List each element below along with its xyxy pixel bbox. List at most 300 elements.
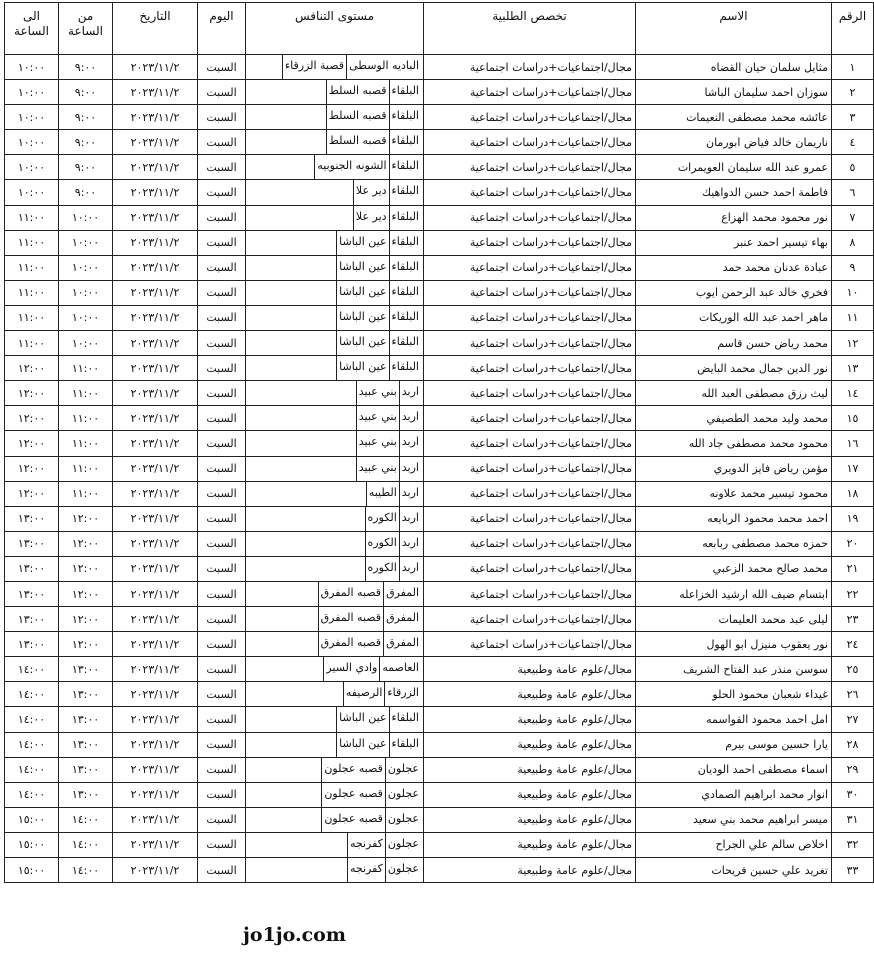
row-to-time: ١٢:٠٠ bbox=[5, 356, 59, 381]
row-specialization: مجال/اجتماعيات+دراسات اجتماعية bbox=[424, 481, 636, 506]
row-name: مثايل سلمان حيان القضاه bbox=[636, 55, 832, 80]
row-specialization: مجال/اجتماعيات+دراسات اجتماعية bbox=[424, 381, 636, 406]
row-day: السبت bbox=[198, 130, 246, 155]
row-governorate: البلقاء bbox=[391, 134, 419, 148]
row-governorate: البلقاء bbox=[391, 736, 419, 750]
row-to-time: ١١:٠٠ bbox=[5, 230, 59, 255]
row-specialization: مجال/اجتماعيات+دراسات اجتماعية bbox=[424, 80, 636, 105]
row-number: ٢٨ bbox=[832, 732, 874, 757]
header-row bbox=[5, 3, 874, 55]
row-date: ٢٠٢٣/١١/٢ bbox=[113, 406, 198, 431]
row-day: السبت bbox=[198, 757, 246, 782]
row-specialization: مجال/اجتماعيات+دراسات اجتماعية bbox=[424, 205, 636, 230]
row-directorate: وادي السير bbox=[323, 657, 380, 681]
table-row bbox=[5, 732, 874, 757]
row-to-time: ١١:٠٠ bbox=[5, 305, 59, 330]
row-governorate: البلقاء bbox=[391, 159, 419, 173]
row-to-time: ١١:٠٠ bbox=[5, 280, 59, 305]
row-day: السبت bbox=[198, 581, 246, 606]
row-level bbox=[246, 280, 424, 305]
table-row bbox=[5, 807, 874, 832]
row-to-time: ١٤:٠٠ bbox=[5, 682, 59, 707]
row-to-time: ١٢:٠٠ bbox=[5, 406, 59, 431]
row-level bbox=[246, 858, 424, 883]
table-header bbox=[5, 3, 874, 55]
row-specialization: مجال/علوم عامة وطبيعية bbox=[424, 807, 636, 832]
row-date: ٢٠٢٣/١١/٢ bbox=[113, 757, 198, 782]
row-name: فاطمة احمد حسن الدواهيك bbox=[636, 180, 832, 205]
row-number: ٨ bbox=[832, 230, 874, 255]
header-day: اليوم bbox=[198, 3, 246, 55]
level-wrapper bbox=[248, 331, 421, 355]
level-wrapper bbox=[248, 55, 421, 79]
row-specialization: مجال/اجتماعيات+دراسات اجتماعية bbox=[424, 105, 636, 130]
row-directorate: بني عبيد bbox=[356, 431, 400, 455]
row-name: ماهر احمد عبد الله الوريكات bbox=[636, 305, 832, 330]
row-governorate: الباديه الوسطى bbox=[349, 59, 419, 72]
row-date: ٢٠٢٣/١١/٢ bbox=[113, 682, 198, 707]
row-from-time: ١١:٠٠ bbox=[59, 381, 113, 406]
row-date: ٢٠٢٣/١١/٢ bbox=[113, 230, 198, 255]
row-from-time: ١٤:٠٠ bbox=[59, 858, 113, 883]
row-from-time: ٩:٠٠ bbox=[59, 180, 113, 205]
row-governorate: عجلون bbox=[387, 862, 419, 875]
table-row bbox=[5, 406, 874, 431]
table-row bbox=[5, 782, 874, 807]
row-governorate: البلقاء bbox=[391, 335, 419, 349]
row-specialization: مجال/اجتماعيات+دراسات اجتماعية bbox=[424, 406, 636, 431]
table-row bbox=[5, 431, 874, 456]
row-from-time: ١١:٠٠ bbox=[59, 456, 113, 481]
row-from-time: ١٤:٠٠ bbox=[59, 807, 113, 832]
row-governorate: البلقاء bbox=[391, 360, 419, 374]
row-from-time: ١٣:٠٠ bbox=[59, 757, 113, 782]
row-governorate: البلقاء bbox=[391, 109, 419, 123]
row-governorate: البلقاء bbox=[391, 284, 419, 298]
row-day: السبت bbox=[198, 255, 246, 280]
row-directorate: عين الباشا bbox=[336, 331, 389, 355]
table-row bbox=[5, 130, 874, 155]
level-wrapper bbox=[248, 532, 421, 556]
row-to-time: ١١:٠٠ bbox=[5, 255, 59, 280]
row-from-time: ٩:٠٠ bbox=[59, 130, 113, 155]
row-to-time: ١٣:٠٠ bbox=[5, 556, 59, 581]
header-from: من الساعة bbox=[59, 3, 113, 55]
row-name: عمرو عبد الله سليمان العويمرات bbox=[636, 155, 832, 180]
row-from-time: ١١:٠٠ bbox=[59, 356, 113, 381]
level-wrapper bbox=[248, 306, 421, 330]
row-from-time: ١١:٠٠ bbox=[59, 431, 113, 456]
table-row bbox=[5, 305, 874, 330]
row-specialization: مجال/اجتماعيات+دراسات اجتماعية bbox=[424, 531, 636, 556]
table-row bbox=[5, 356, 874, 381]
row-governorate: البلقاء bbox=[391, 259, 419, 273]
row-name: محمد وليد محمد الطصيفي bbox=[636, 406, 832, 431]
row-day: السبت bbox=[198, 782, 246, 807]
row-number: ٢ bbox=[832, 80, 874, 105]
row-number: ١٢ bbox=[832, 331, 874, 356]
row-day: السبت bbox=[198, 832, 246, 857]
row-specialization: مجال/اجتماعيات+دراسات اجتماعية bbox=[424, 130, 636, 155]
row-level bbox=[246, 331, 424, 356]
row-day: السبت bbox=[198, 305, 246, 330]
row-governorate: البلقاء bbox=[391, 711, 419, 725]
level-wrapper bbox=[248, 758, 421, 782]
row-name: اسماء مصطفى احمد الوديان bbox=[636, 757, 832, 782]
row-level bbox=[246, 657, 424, 682]
row-specialization: مجال/اجتماعيات+دراسات اجتماعية bbox=[424, 556, 636, 581]
row-governorate: عجلون bbox=[387, 811, 419, 825]
row-name: عائشه محمد مصطفى النعيمات bbox=[636, 105, 832, 130]
row-specialization: مجال/علوم عامة وطبيعية bbox=[424, 657, 636, 682]
row-day: السبت bbox=[198, 406, 246, 431]
level-wrapper bbox=[248, 381, 421, 405]
level-wrapper bbox=[248, 256, 421, 280]
row-level bbox=[246, 456, 424, 481]
row-from-time: ١٠:٠٠ bbox=[59, 230, 113, 255]
row-to-time: ١١:٠٠ bbox=[5, 331, 59, 356]
row-level bbox=[246, 406, 424, 431]
level-wrapper bbox=[248, 231, 421, 255]
row-from-time: ١٣:٠٠ bbox=[59, 682, 113, 707]
row-number: ٣١ bbox=[832, 807, 874, 832]
row-directorate: بني عبيد bbox=[356, 406, 400, 430]
row-day: السبت bbox=[198, 506, 246, 531]
header-spec: تخصص الطلبية bbox=[424, 3, 636, 55]
row-governorate: اربد bbox=[401, 485, 419, 499]
row-day: السبت bbox=[198, 331, 246, 356]
table-row bbox=[5, 481, 874, 506]
row-day: السبت bbox=[198, 807, 246, 832]
row-date: ٢٠٢٣/١١/٢ bbox=[113, 732, 198, 757]
row-level bbox=[246, 757, 424, 782]
row-date: ٢٠٢٣/١١/٢ bbox=[113, 356, 198, 381]
row-name: محمد رياض حسن قاسم bbox=[636, 331, 832, 356]
table-row bbox=[5, 205, 874, 230]
row-to-time: ١٤:٠٠ bbox=[5, 657, 59, 682]
row-specialization: مجال/اجتماعيات+دراسات اجتماعية bbox=[424, 255, 636, 280]
row-to-time: ١٢:٠٠ bbox=[5, 381, 59, 406]
row-directorate: الشونه الجنوبيه bbox=[314, 155, 389, 179]
table-row bbox=[5, 381, 874, 406]
row-governorate: البلقاء bbox=[391, 234, 419, 248]
row-to-time: ١٠:٠٠ bbox=[5, 80, 59, 105]
row-day: السبت bbox=[198, 431, 246, 456]
row-day: السبت bbox=[198, 732, 246, 757]
row-number: ١ bbox=[832, 55, 874, 80]
table-row bbox=[5, 331, 874, 356]
level-wrapper bbox=[248, 155, 421, 179]
row-name: امل احمد محمود القواسمه bbox=[636, 707, 832, 732]
row-to-time: ١٥:٠٠ bbox=[5, 858, 59, 883]
row-governorate: اربد bbox=[401, 510, 419, 524]
header-num: الرقم bbox=[832, 3, 874, 55]
row-from-time: ١٢:٠٠ bbox=[59, 531, 113, 556]
level-wrapper bbox=[248, 733, 421, 757]
level-wrapper bbox=[248, 632, 421, 656]
row-to-time: ١٢:٠٠ bbox=[5, 481, 59, 506]
table-body bbox=[5, 55, 874, 883]
header-to: الى الساعة bbox=[5, 3, 59, 55]
row-date: ٢٠٢٣/١١/٢ bbox=[113, 305, 198, 330]
row-date: ٢٠٢٣/١١/٢ bbox=[113, 205, 198, 230]
row-name: فخري خالد عبد الرحمن ايوب bbox=[636, 280, 832, 305]
table-row bbox=[5, 506, 874, 531]
row-governorate: البلقاء bbox=[391, 84, 419, 98]
row-name: نور يعقوب منيزل ابو الهول bbox=[636, 632, 832, 657]
row-name: سوزان احمد سليمان الباشا bbox=[636, 80, 832, 105]
row-date: ٢٠٢٣/١١/٢ bbox=[113, 180, 198, 205]
table-row bbox=[5, 155, 874, 180]
row-number: ٢٥ bbox=[832, 657, 874, 682]
row-directorate: قصبه المفرق bbox=[318, 582, 384, 606]
row-date: ٢٠٢٣/١١/٢ bbox=[113, 481, 198, 506]
row-date: ٢٠٢٣/١١/٢ bbox=[113, 531, 198, 556]
row-governorate: المفرق bbox=[386, 585, 419, 599]
row-directorate: الكوره bbox=[365, 557, 400, 581]
row-day: السبت bbox=[198, 55, 246, 80]
row-to-time: ١٣:٠٠ bbox=[5, 531, 59, 556]
row-number: ٢٩ bbox=[832, 757, 874, 782]
row-specialization: مجال/علوم عامة وطبيعية bbox=[424, 782, 636, 807]
row-directorate: الرصيفه bbox=[343, 682, 386, 706]
level-wrapper bbox=[248, 482, 421, 506]
row-specialization: مجال/اجتماعيات+دراسات اجتماعية bbox=[424, 456, 636, 481]
row-to-time: ١٢:٠٠ bbox=[5, 431, 59, 456]
row-to-time: ١٢:٠٠ bbox=[5, 456, 59, 481]
row-date: ٢٠٢٣/١١/٢ bbox=[113, 381, 198, 406]
level-wrapper bbox=[248, 105, 421, 129]
row-number: ٢٦ bbox=[832, 682, 874, 707]
row-directorate: قصبه المفرق bbox=[318, 607, 384, 631]
row-specialization: مجال/علوم عامة وطبيعية bbox=[424, 707, 636, 732]
row-to-time: ١٥:٠٠ bbox=[5, 832, 59, 857]
row-from-time: ١٠:٠٠ bbox=[59, 305, 113, 330]
row-number: ١٥ bbox=[832, 406, 874, 431]
table-row bbox=[5, 556, 874, 581]
row-from-time: ١٣:٠٠ bbox=[59, 707, 113, 732]
row-specialization: مجال/اجتماعيات+دراسات اجتماعية bbox=[424, 431, 636, 456]
row-level bbox=[246, 807, 424, 832]
level-wrapper bbox=[248, 457, 421, 481]
table-row bbox=[5, 707, 874, 732]
row-number: ٢١ bbox=[832, 556, 874, 581]
row-governorate: اربد bbox=[401, 410, 419, 424]
row-number: ٢٣ bbox=[832, 607, 874, 632]
row-from-time: ١٢:٠٠ bbox=[59, 581, 113, 606]
level-wrapper bbox=[248, 582, 421, 606]
row-number: ٧ bbox=[832, 205, 874, 230]
row-name: غيداء شعبان محمود الحلو bbox=[636, 682, 832, 707]
row-from-time: ١٢:٠٠ bbox=[59, 556, 113, 581]
row-to-time: ١٣:٠٠ bbox=[5, 607, 59, 632]
row-to-time: ١٤:٠٠ bbox=[5, 732, 59, 757]
row-day: السبت bbox=[198, 481, 246, 506]
row-name: ميسر ابراهيم محمد بني سعيد bbox=[636, 807, 832, 832]
header-level: مستوى التنافس bbox=[246, 3, 424, 55]
row-to-time: ١٠:٠٠ bbox=[5, 180, 59, 205]
level-wrapper bbox=[248, 557, 421, 581]
level-wrapper bbox=[248, 682, 421, 706]
row-name: حمزه محمد مصطفى ربابعه bbox=[636, 531, 832, 556]
row-governorate: البلقاء bbox=[391, 309, 419, 323]
row-day: السبت bbox=[198, 80, 246, 105]
table-row bbox=[5, 858, 874, 883]
row-specialization: مجال/اجتماعيات+دراسات اجتماعية bbox=[424, 331, 636, 356]
row-date: ٢٠٢٣/١١/٢ bbox=[113, 431, 198, 456]
row-number: ٣٣ bbox=[832, 858, 874, 883]
row-governorate: عجلون bbox=[387, 786, 419, 800]
row-directorate: عين الباشا bbox=[336, 733, 389, 757]
level-wrapper bbox=[248, 507, 421, 531]
row-level bbox=[246, 732, 424, 757]
row-level bbox=[246, 707, 424, 732]
row-level bbox=[246, 632, 424, 657]
row-to-time: ١٣:٠٠ bbox=[5, 632, 59, 657]
row-day: السبت bbox=[198, 456, 246, 481]
row-specialization: مجال/علوم عامة وطبيعية bbox=[424, 682, 636, 707]
row-day: السبت bbox=[198, 682, 246, 707]
row-date: ٢٠٢٣/١١/٢ bbox=[113, 80, 198, 105]
row-governorate: اربد bbox=[401, 435, 419, 449]
row-directorate: عين الباشا bbox=[336, 306, 389, 330]
row-directorate: الكوره bbox=[365, 532, 400, 556]
table-row bbox=[5, 682, 874, 707]
row-directorate: الكوره bbox=[365, 507, 400, 531]
table-row bbox=[5, 255, 874, 280]
row-level bbox=[246, 381, 424, 406]
row-from-time: ١٣:٠٠ bbox=[59, 657, 113, 682]
row-name: ناريمان خالد فياض ابورمان bbox=[636, 130, 832, 155]
row-to-time: ١٠:٠٠ bbox=[5, 130, 59, 155]
row-name: اخلاص سالم علي الجراح bbox=[636, 832, 832, 857]
row-number: ٣٠ bbox=[832, 782, 874, 807]
row-number: ١٧ bbox=[832, 456, 874, 481]
level-wrapper bbox=[248, 657, 421, 681]
row-day: السبت bbox=[198, 556, 246, 581]
row-number: ١١ bbox=[832, 305, 874, 330]
level-wrapper bbox=[248, 130, 421, 154]
level-wrapper bbox=[248, 356, 421, 380]
row-date: ٢٠٢٣/١١/٢ bbox=[113, 707, 198, 732]
row-specialization: مجال/علوم عامة وطبيعية bbox=[424, 858, 636, 883]
row-day: السبت bbox=[198, 707, 246, 732]
row-date: ٢٠٢٣/١١/٢ bbox=[113, 807, 198, 832]
row-specialization: مجال/اجتماعيات+دراسات اجتماعية bbox=[424, 230, 636, 255]
row-level bbox=[246, 155, 424, 180]
row-directorate: كفرنجه bbox=[347, 858, 386, 882]
row-from-time: ٩:٠٠ bbox=[59, 80, 113, 105]
row-date: ٢٠٢٣/١١/٢ bbox=[113, 130, 198, 155]
row-specialization: مجال/اجتماعيات+دراسات اجتماعية bbox=[424, 305, 636, 330]
row-day: السبت bbox=[198, 155, 246, 180]
row-to-time: ١٤:٠٠ bbox=[5, 782, 59, 807]
level-wrapper bbox=[248, 783, 421, 807]
row-level bbox=[246, 607, 424, 632]
footer bbox=[0, 924, 829, 946]
row-specialization: مجال/اجتماعيات+دراسات اجتماعية bbox=[424, 607, 636, 632]
row-level bbox=[246, 180, 424, 205]
row-number: ١٠ bbox=[832, 280, 874, 305]
row-governorate: اربد bbox=[401, 460, 419, 474]
row-directorate: قصبه عجلون bbox=[321, 808, 386, 832]
row-specialization: مجال/علوم عامة وطبيعية bbox=[424, 732, 636, 757]
row-date: ٢٠٢٣/١١/٢ bbox=[113, 506, 198, 531]
table-row bbox=[5, 180, 874, 205]
row-specialization: مجال/اجتماعيات+دراسات اجتماعية bbox=[424, 155, 636, 180]
row-number: ٣٢ bbox=[832, 832, 874, 857]
row-date: ٢٠٢٣/١١/٢ bbox=[113, 657, 198, 682]
row-number: ١٨ bbox=[832, 481, 874, 506]
row-level bbox=[246, 431, 424, 456]
row-governorate: الزرقاء bbox=[387, 686, 419, 700]
row-directorate: عين الباشا bbox=[336, 281, 389, 305]
row-to-time: ١٤:٠٠ bbox=[5, 757, 59, 782]
row-directorate: دير علا bbox=[353, 206, 390, 230]
row-day: السبت bbox=[198, 105, 246, 130]
row-day: السبت bbox=[198, 205, 246, 230]
table-row bbox=[5, 832, 874, 857]
row-directorate: كفرنجه bbox=[347, 833, 386, 857]
row-directorate: قصبه عجلون bbox=[321, 783, 386, 807]
level-wrapper bbox=[248, 431, 421, 455]
table-row bbox=[5, 607, 874, 632]
row-name: محمد صالح محمد الزعبي bbox=[636, 556, 832, 581]
row-governorate: العاصمه bbox=[382, 661, 419, 675]
row-day: السبت bbox=[198, 356, 246, 381]
row-name: انوار محمد ابراهيم الصمادي bbox=[636, 782, 832, 807]
row-number: ١٩ bbox=[832, 506, 874, 531]
row-number: ٩ bbox=[832, 255, 874, 280]
header-name: الاسم bbox=[636, 3, 832, 55]
row-directorate: قصبه عجلون bbox=[321, 758, 386, 782]
level-wrapper bbox=[248, 281, 421, 305]
row-date: ٢٠٢٣/١١/٢ bbox=[113, 55, 198, 80]
row-level bbox=[246, 105, 424, 130]
row-governorate: اربد bbox=[401, 385, 419, 399]
table-row bbox=[5, 757, 874, 782]
row-directorate: بني عبيد bbox=[356, 381, 400, 405]
row-level bbox=[246, 205, 424, 230]
row-to-time: ١٥:٠٠ bbox=[5, 807, 59, 832]
row-number: ٤ bbox=[832, 130, 874, 155]
row-from-time: ١٢:٠٠ bbox=[59, 632, 113, 657]
row-directorate: قصبة الزرقاء bbox=[282, 55, 347, 79]
table-row bbox=[5, 80, 874, 105]
row-name: مؤمن رياض فايز الدويري bbox=[636, 456, 832, 481]
row-date: ٢٠٢٣/١١/٢ bbox=[113, 607, 198, 632]
row-level bbox=[246, 832, 424, 857]
level-wrapper bbox=[248, 833, 421, 857]
row-directorate: عين الباشا bbox=[336, 707, 389, 731]
table-row bbox=[5, 55, 874, 80]
row-name: احمد محمد محمود الربايعه bbox=[636, 506, 832, 531]
row-from-time: ١٠:٠٠ bbox=[59, 280, 113, 305]
row-directorate: عين الباشا bbox=[336, 356, 389, 380]
row-from-time: ٩:٠٠ bbox=[59, 105, 113, 130]
row-from-time: ١٣:٠٠ bbox=[59, 782, 113, 807]
row-level bbox=[246, 305, 424, 330]
row-governorate: عجلون bbox=[387, 761, 419, 775]
schedule-table bbox=[4, 2, 874, 883]
row-number: ٢٤ bbox=[832, 632, 874, 657]
row-name: يارا حسين موسى بيرم bbox=[636, 732, 832, 757]
row-to-time: ١٣:٠٠ bbox=[5, 506, 59, 531]
row-number: ٢٢ bbox=[832, 581, 874, 606]
table-row bbox=[5, 230, 874, 255]
table-row bbox=[5, 581, 874, 606]
row-day: السبت bbox=[198, 632, 246, 657]
